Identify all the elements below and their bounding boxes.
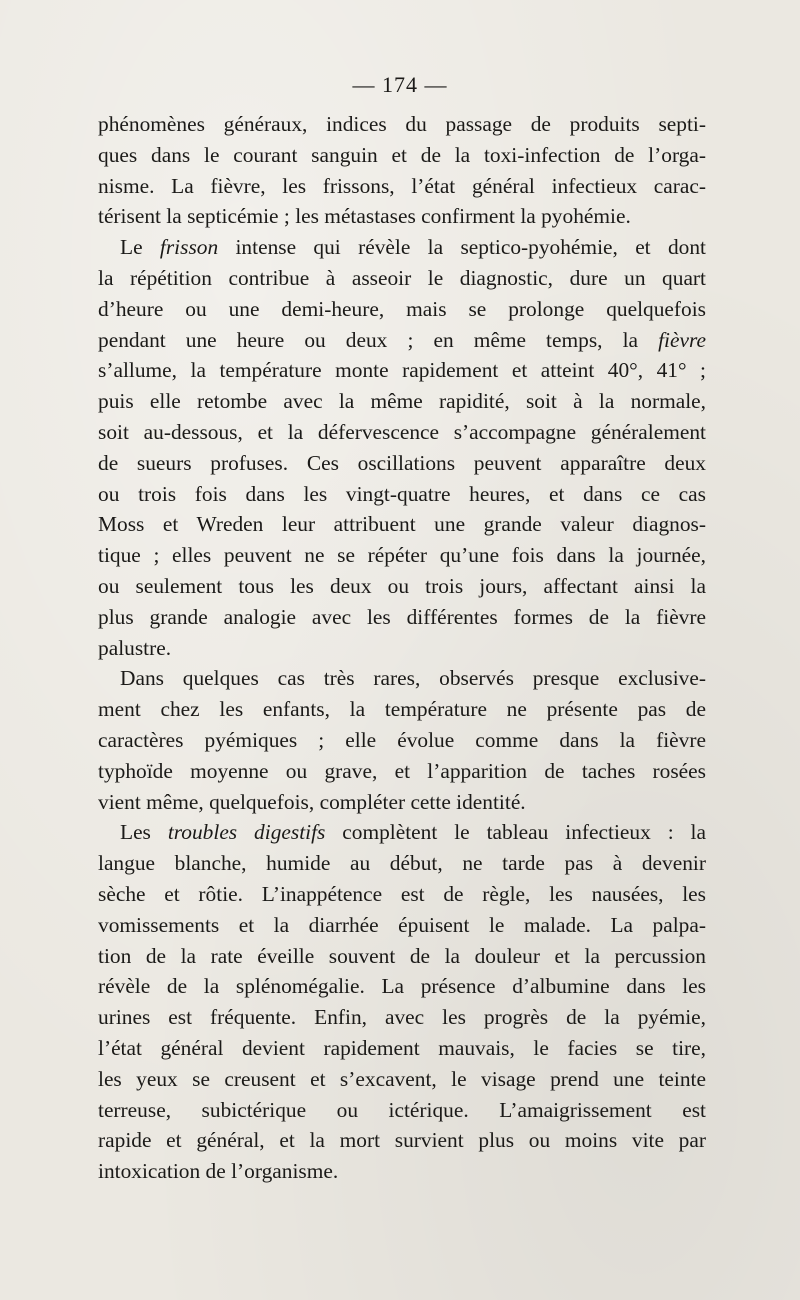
text-line: caractères pyémiques ; elle évolue comme dans la fièvre (98, 727, 706, 752)
text-line: pendant une heure ou deux ; en même temps, la fièvre (98, 327, 706, 352)
text-line: tique ; elles peuvent ne se répéter qu’une fois dans la journée, (98, 543, 706, 568)
paragraph (98, 232, 706, 663)
text-line: térisent la septicémie ; les métastases confirment la pyohémie. (98, 204, 631, 229)
text-line: la répétition contribue à asseoir le diagnostic, dure un quart (98, 265, 706, 290)
paragraph (98, 109, 706, 232)
text-line: langue blanche, humide au début, ne tarde pas à devenir (98, 851, 706, 876)
text-line: phénomènes généraux, indices du passage de produits septi- (98, 112, 706, 136)
text-line: urines est fréquente. Enfin, avec les progrès de la pyémie, (98, 1005, 706, 1030)
text-line: typhoïde moyenne ou grave, et l’apparition de taches rosées (98, 758, 706, 783)
text-line: Dans quelques cas très rares, observés presque exclusive- (120, 666, 706, 691)
paragraph (98, 663, 706, 817)
text-line: de sueurs profuses. Ces oscillations peuvent apparaître deux (98, 450, 706, 475)
text-line: vomissements et la diarrhée épuisent le malade. La palpa- (98, 912, 706, 937)
text-line: Moss et Wreden leur attribuent une grande valeur diagnos- (98, 512, 706, 537)
text-line: d’heure ou une demi-heure, mais se prolonge quelquefois (98, 296, 706, 321)
italic-term: fièvre (658, 327, 706, 352)
text-line: terreuse, subictérique ou ictérique. L’amaigrissement est (98, 1097, 706, 1122)
text-line: ques dans le courant sanguin et de la toxi-infection de l’orga- (98, 142, 706, 167)
text-line: ment chez les enfants, la température ne présente pas de (98, 697, 706, 722)
text-line: rapide et général, et la mort survient plus ou moins vite par (98, 1128, 706, 1153)
page-number: — 174 — (352, 72, 448, 97)
text-line: nisme. La fièvre, les frissons, l’état général infectieux carac- (98, 173, 706, 198)
text-line: Les troubles digestifs complètent le tableau infectieux : la (120, 820, 706, 845)
text-line: Le frisson intense qui révèle la septico-pyohémie, et dont (120, 235, 706, 260)
text-line: révèle de la splénomégalie. La présence d’albumine dans les (98, 974, 706, 999)
text-line: s’allume, la température monte rapidement et atteint 40°, 41° ; (98, 358, 706, 383)
italic-term: troubles digestifs (167, 820, 326, 845)
text-line: plus grande analogie avec les différentes formes de la fièvre (98, 604, 706, 629)
text-line: l’état général devient rapidement mauvais, le facies se tire, (98, 1035, 706, 1060)
text-line: ou seulement tous les deux ou trois jours, affectant ainsi la (98, 573, 706, 598)
text-line: intoxication de l’organisme. (98, 1159, 339, 1184)
body-text (98, 109, 706, 1187)
paragraph (98, 817, 706, 1187)
text-line: palustre. (98, 635, 172, 660)
text-line: puis elle retombe avec la même rapidité, soit à la normale, (98, 389, 706, 414)
text-line: tion de la rate éveille souvent de la douleur et la percussion (98, 943, 706, 968)
text-line: les yeux se creusent et s’excavent, le visage prend une teinte (98, 1066, 706, 1091)
text-line: ou trois fois dans les vingt-quatre heures, et dans ce cas (98, 481, 706, 506)
text-line: soit au-dessous, et la défervescence s’accompagne généralement (98, 419, 706, 444)
text-line: vient même, quelquefois, compléter cette identité. (98, 789, 526, 814)
text-line: sèche et rôtie. L’inappétence est de règle, les nausées, les (98, 881, 706, 906)
italic-term: frisson (159, 235, 219, 260)
